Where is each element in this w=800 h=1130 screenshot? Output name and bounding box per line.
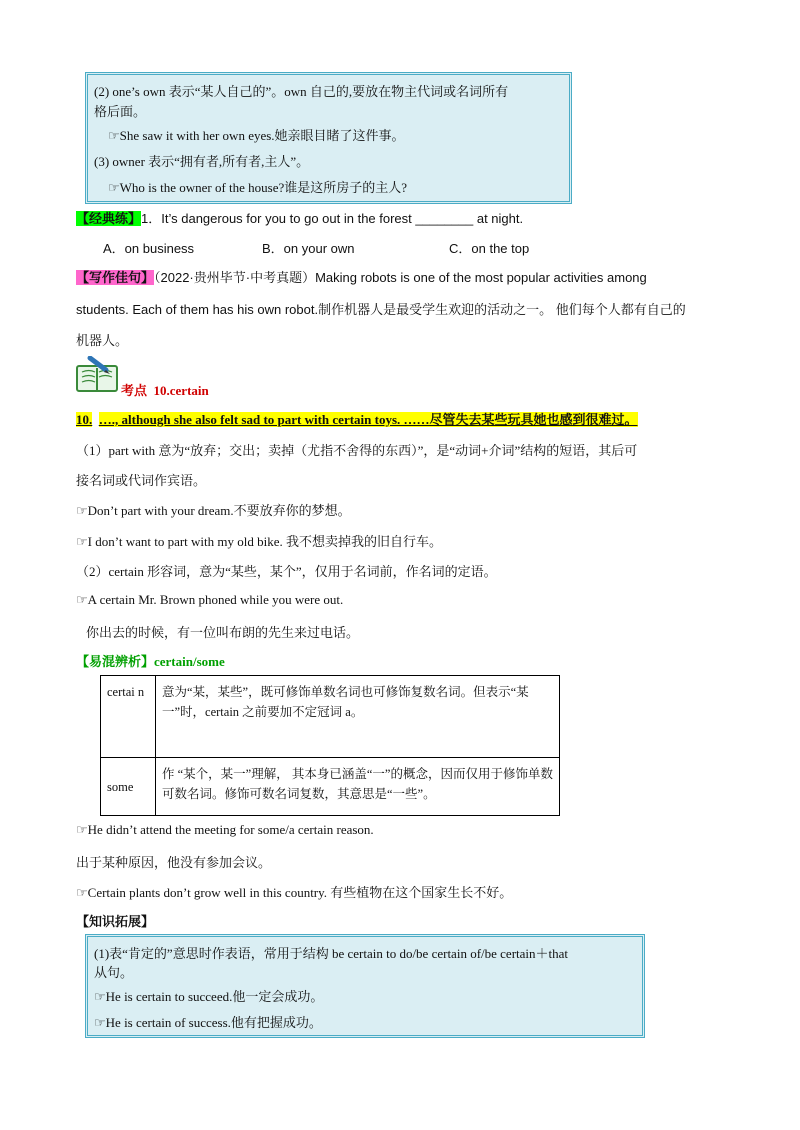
extend-title: 【知识拓展】 bbox=[76, 914, 155, 929]
example-sentence: ☞Who is the owner of the house?谁是这所房子的主人? bbox=[108, 180, 408, 195]
note-text: (2) one’s own 表示“某人自己的”。own 自己的,要放在物主代词或名词所有 bbox=[94, 84, 509, 99]
example-sentence: ☞He is certain to succeed.他一定会成功。 bbox=[94, 989, 324, 1004]
writing-text: students. Each of them has his own robot.制作机器人是最受学生欢迎的活动之一。 他们每个人都有自己的 bbox=[76, 302, 686, 317]
example-sentence: ☞Don’t part with your dream.不要放弃你的梦想。 bbox=[76, 503, 351, 518]
book-pencil-icon bbox=[76, 356, 118, 392]
question-text: 1．It’s dangerous for you to go out in the forest ________ at night. bbox=[141, 211, 524, 226]
table-cell-word: some bbox=[101, 758, 156, 816]
example-sentence: ☞She saw it with her own eyes.她亲眼目睹了这件事。 bbox=[108, 128, 405, 143]
note-box-certain bbox=[85, 934, 645, 1038]
example-translation: 出于某种原因，他没有参加会议。 bbox=[76, 855, 272, 870]
note-text: 从句。 bbox=[94, 965, 134, 980]
confuse-title: 【易混辨析】certain/some bbox=[76, 654, 225, 669]
option-a: A．on business bbox=[103, 241, 195, 256]
example-sentence: ☞I don’t want to part with my old bike. 我不想卖掉我的旧自行车。 bbox=[76, 534, 442, 549]
table-cell-desc: 意为“某，某些”，既可修饰单数名词也可修饰复数名词。但表示“某一”时，certain 之前要加不定冠词 a。 bbox=[156, 676, 560, 758]
kaodian-heading bbox=[121, 380, 209, 399]
note-box-own bbox=[85, 72, 572, 204]
example-sentence: ☞Certain plants don’t grow well in this country. 有些植物在这个国家生长不好。 bbox=[76, 885, 513, 900]
explain-text: 接名词或代词作宾语。 bbox=[76, 473, 207, 488]
note-text: (3) owner 表示“拥有者,所有者,主人”。 bbox=[94, 154, 310, 169]
practice-question bbox=[76, 208, 523, 227]
practice-tag: 【经典练】 bbox=[76, 211, 142, 226]
writing-tag: 【写作佳句】 bbox=[76, 270, 155, 285]
note-text: (1)表“肯定的”意思时作表语，常用于结构 be certain to do/be certain of/be certain＋that bbox=[94, 946, 569, 961]
note-text: 格后面。 bbox=[94, 104, 147, 119]
key-sentence bbox=[76, 409, 638, 428]
sentence-number: 10. bbox=[76, 412, 93, 427]
table-cell-word: certai n bbox=[101, 676, 156, 758]
example-sentence: ☞He didn’t attend the meeting for some/a certain reason. bbox=[76, 822, 374, 837]
comparison-table bbox=[100, 675, 560, 816]
example-sentence: ☞A certain Mr. Brown phoned while you were out. bbox=[76, 592, 344, 607]
kaodian-title: 10.certain bbox=[153, 383, 209, 398]
explain-text: （2）certain 形容词，意为“某些，某个”，仅用于名词前，作名词的定语。 bbox=[76, 564, 497, 579]
writing-text: （2022·贵州毕节·中考真题）Making robots is one of the most popular activities among bbox=[154, 270, 647, 285]
writing-text: 机器人。 bbox=[76, 333, 129, 348]
example-sentence: ☞He is certain of success.他有把握成功。 bbox=[94, 1015, 322, 1030]
table-row bbox=[101, 758, 560, 816]
sentence-text: …., although she also felt sad to part with certain toys. ……尽管失去某些玩具她也感到很难过。 bbox=[98, 412, 638, 427]
explain-text: （1）part with 意为“放弃；交出；卖掉（尤指不舍得的东西）”，是“动词+介词”结构的短语，其后可 bbox=[76, 443, 638, 458]
kaodian-label: 考点 bbox=[121, 383, 148, 398]
option-b: B．on your own bbox=[262, 241, 355, 256]
writing-line bbox=[76, 267, 647, 286]
option-c: C．on the top bbox=[449, 241, 530, 256]
example-translation: 你出去的时候，有一位叫布朗的先生来过电话。 bbox=[86, 625, 360, 640]
table-row bbox=[101, 676, 560, 758]
table-cell-desc: 作 “某个，某一”理解， 其本身已涵盖“一”的概念，因而仅用于修饰单数可数名词。修饰可数名词复数，其意思是“一些”。 bbox=[156, 758, 560, 816]
